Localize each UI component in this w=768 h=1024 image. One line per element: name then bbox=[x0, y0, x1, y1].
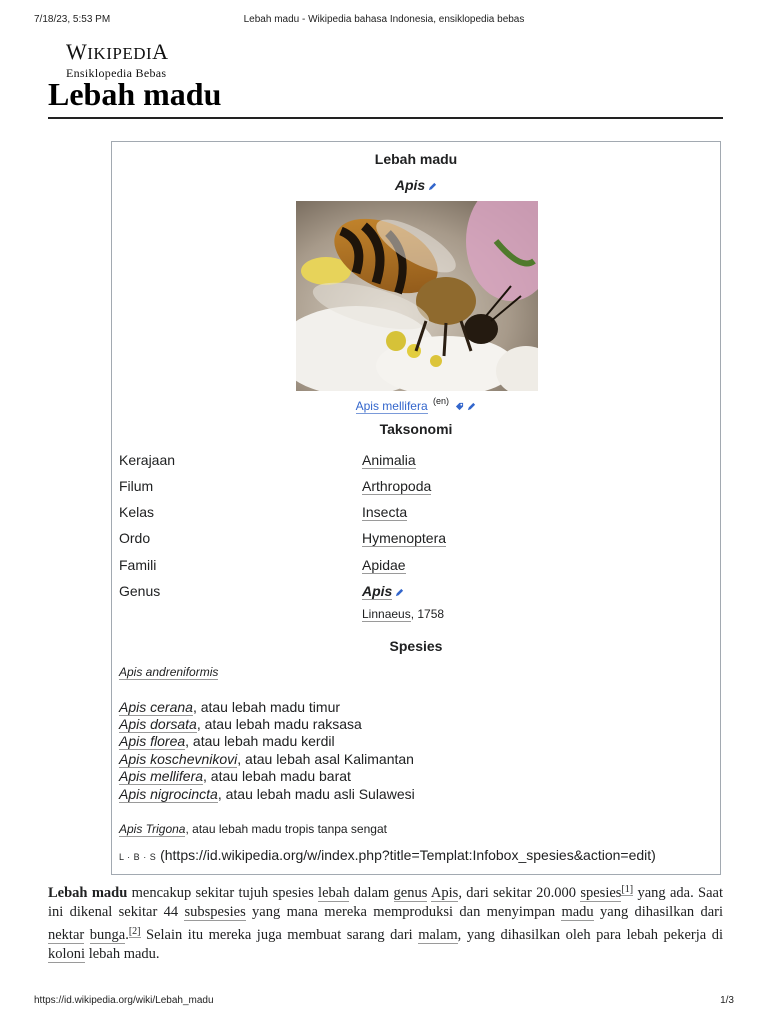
caption-species-link[interactable]: Apis mellifera bbox=[355, 399, 428, 413]
article-subject: Lebah madu bbox=[48, 885, 128, 901]
species-item: Apis nigrocincta, atau lebah madu asli Sulawesi bbox=[119, 786, 415, 802]
navbar-talk-link[interactable]: B bbox=[133, 852, 141, 862]
link-koloni[interactable]: koloni bbox=[48, 946, 86, 962]
taxonomy-rank: Famili bbox=[119, 557, 157, 573]
image-caption bbox=[112, 396, 720, 413]
species-item: Apis cerana, atau lebah madu timur bbox=[119, 699, 341, 715]
species-item: Apis Trigona, atau lebah madu tropis tanpa sengat bbox=[119, 822, 387, 836]
print-footer bbox=[34, 995, 734, 1011]
link-subspesies[interactable]: subspesies bbox=[184, 904, 246, 920]
reference-1[interactable]: [1] bbox=[621, 884, 634, 895]
print-header bbox=[34, 14, 734, 30]
species-link[interactable]: Apis Trigona bbox=[119, 822, 186, 836]
reference-2[interactable]: [2] bbox=[128, 926, 141, 937]
taxonomy-row bbox=[119, 478, 719, 498]
link-malam[interactable]: malam bbox=[418, 927, 458, 943]
wikidata-tag-icon[interactable] bbox=[455, 402, 464, 411]
taxon-link[interactable]: Apidae bbox=[362, 557, 406, 573]
genus-link[interactable]: Apis bbox=[362, 583, 393, 599]
infobox-title: Lebah madu bbox=[374, 151, 458, 167]
navbar-edit-link[interactable]: S bbox=[149, 852, 157, 862]
page-title: Lebah madu bbox=[48, 76, 222, 112]
honey-bee-photo bbox=[296, 201, 538, 391]
taxonomy-row bbox=[119, 557, 719, 577]
taxon-authority bbox=[362, 607, 444, 621]
species-item: Apis koschevnikovi, atau lebah asal Kalimantan bbox=[119, 751, 414, 767]
infobox-genus-heading bbox=[112, 177, 720, 193]
species-infobox bbox=[111, 141, 721, 875]
species-link[interactable]: Apis cerana bbox=[119, 699, 193, 715]
navbar-view-link[interactable]: L bbox=[119, 852, 125, 862]
taxon-link[interactable]: Insecta bbox=[362, 504, 408, 520]
species-item: Apis florea, atau lebah madu kerdil bbox=[119, 733, 335, 749]
link-genus[interactable]: genus bbox=[393, 885, 428, 901]
taxonomy-rank: Kelas bbox=[119, 504, 155, 520]
edit-pencil-icon[interactable] bbox=[428, 182, 437, 191]
species-item: Apis mellifera, atau lebah madu barat bbox=[119, 768, 351, 784]
article-paragraph: Lebah madu mencakup sekitar tujuh spesies lebah dalam genus Apis, dari sekitar 20.000 spesies[1] yang ada. Saat ini dikenal sekitar 44 subspesies yang mana mereka memproduksi dan menyimpan madu yang dihasilkan dari nektar bunga.[2] Selain itu mereka juga membuat sarang dari malam, yang dihasilkan oleh para lebah pekerja di koloni lebah madu. bbox=[48, 884, 724, 962]
species-link[interactable]: Apis dorsata bbox=[119, 716, 197, 732]
taxonomy-heading: Taksonomi bbox=[379, 421, 453, 437]
species-link[interactable]: Apis mellifera bbox=[119, 768, 204, 784]
bee-image[interactable] bbox=[296, 201, 538, 391]
taxonomy-row bbox=[119, 583, 719, 603]
link-bunga[interactable]: bunga bbox=[89, 927, 126, 943]
wikipedia-wordmark: WIKIPEDIA bbox=[66, 39, 169, 64]
navbar-edit-url: (https://id.wikipedia.org/w/index.php?title=Templat:Infobox_spesies&action=edit) bbox=[156, 847, 656, 863]
taxon-link[interactable]: Hymenoptera bbox=[362, 530, 447, 546]
edit-pencil-icon[interactable] bbox=[467, 402, 476, 411]
taxonomy-rank: Ordo bbox=[119, 530, 151, 546]
print-page-number: 1/3 bbox=[720, 995, 734, 1006]
link-apis[interactable]: Apis bbox=[430, 885, 459, 901]
species-item: Apis dorsata, atau lebah madu raksasa bbox=[119, 716, 362, 732]
taxonomy-rank: Filum bbox=[119, 478, 154, 494]
authority-year: , 1758 bbox=[410, 607, 445, 621]
taxon-link[interactable]: Animalia bbox=[362, 452, 416, 468]
link-madu[interactable]: madu bbox=[561, 904, 594, 920]
print-url: https://id.wikipedia.org/wiki/Lebah_madu bbox=[34, 995, 214, 1006]
print-timestamp: 7/18/23, 5:53 PM bbox=[34, 14, 111, 25]
taxonomy-row bbox=[119, 504, 719, 524]
species-link[interactable]: Apis nigrocincta bbox=[119, 786, 218, 802]
title-divider bbox=[48, 117, 723, 119]
link-spesies[interactable]: spesies bbox=[580, 885, 622, 901]
species-heading: Spesies bbox=[389, 638, 443, 654]
wikipedia-logo[interactable] bbox=[66, 41, 169, 80]
link-nektar[interactable]: nektar bbox=[48, 927, 85, 943]
species-link[interactable]: Apis florea bbox=[119, 733, 186, 749]
link-lebah[interactable]: lebah bbox=[318, 885, 350, 901]
wikipedia-tagline: Ensiklopedia Bebas bbox=[66, 66, 167, 80]
caption-language-note: (en) bbox=[433, 396, 450, 406]
template-navbar: L · B · S (https://id.wikipedia.org/w/index.php?title=Templat:Infobox_spesies&action=edit) bbox=[119, 847, 656, 863]
taxonomy-row bbox=[119, 530, 719, 550]
species-link[interactable]: Apis andreniformis bbox=[119, 665, 219, 679]
taxon-link[interactable]: Arthropoda bbox=[362, 478, 432, 494]
print-document-title: Lebah madu - Wikipedia bahasa Indonesia, ensiklopedia bebas bbox=[243, 14, 525, 25]
genus-taxon bbox=[362, 583, 404, 599]
authority-link[interactable]: Linnaeus bbox=[362, 607, 411, 621]
species-item bbox=[119, 665, 218, 679]
edit-pencil-icon[interactable] bbox=[395, 588, 404, 597]
taxonomy-rank: Kerajaan bbox=[119, 452, 176, 468]
species-link[interactable]: Apis koschevnikovi bbox=[119, 751, 238, 767]
taxonomy-row bbox=[119, 452, 719, 472]
infobox-genus-name: Apis bbox=[394, 177, 426, 193]
taxonomy-rank: Genus bbox=[119, 583, 161, 599]
